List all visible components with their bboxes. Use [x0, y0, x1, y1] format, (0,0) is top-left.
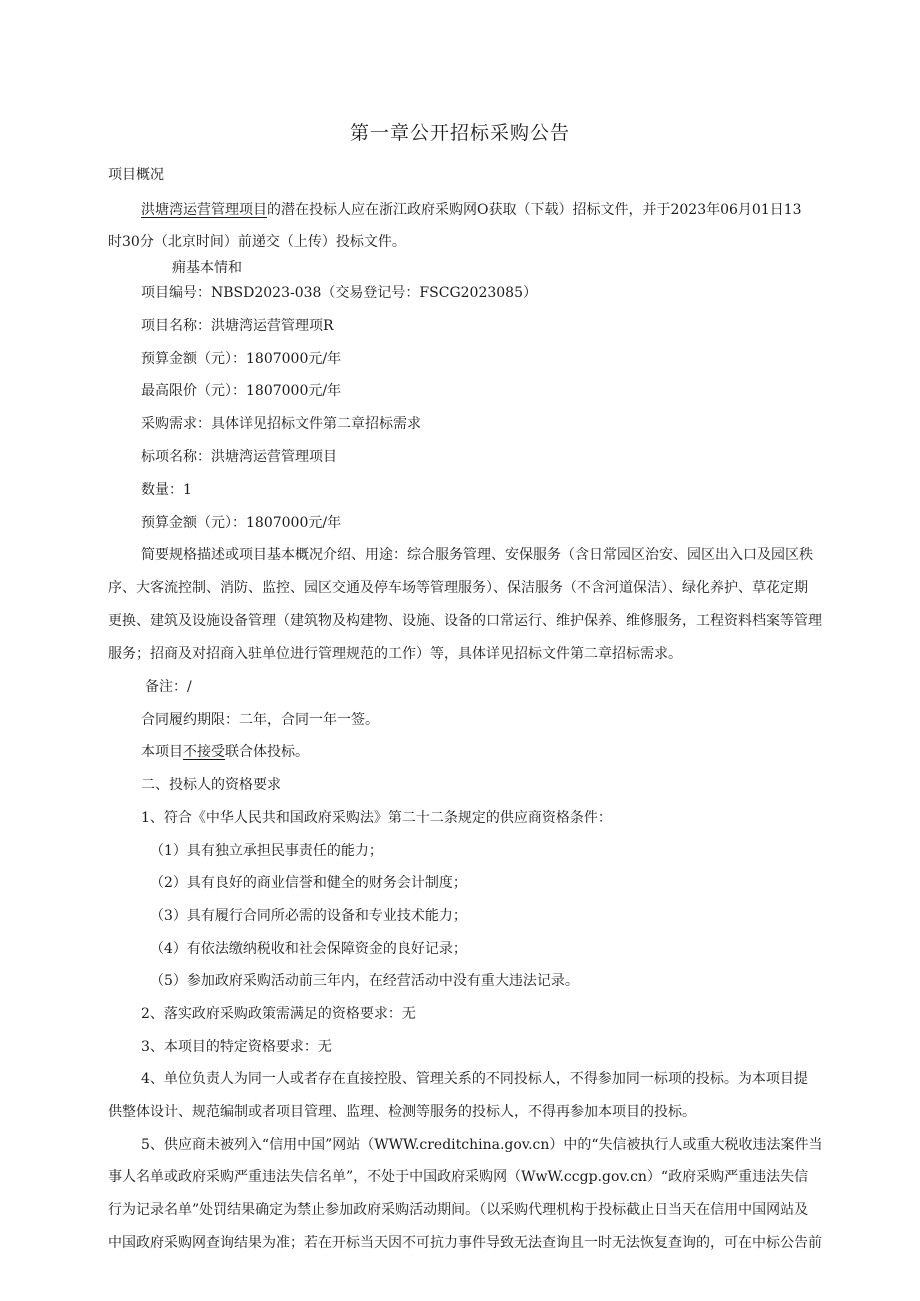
spec-line-2: 序、大客流控制、消防、监控、园区交通及停车场等管理服务）、保洁服务（不含河道保洁）、绿化养护、草花定期 — [108, 580, 808, 596]
requirement-4-line-2: 供整体设计、规范编制或者项目管理、监理、检测等服务的投标人，不得再参加本项目的投标。 — [108, 1104, 696, 1120]
spec-line-1: 简要规格描述或项目基本概况介绍、用途：综合服务管理、安保服务（含日常园区治安、园区出入口及园区秩 — [141, 547, 813, 563]
consortium-suffix: 联合体投标。 — [225, 744, 309, 760]
procurement-demand: 采购需求：具体详见招标文件第二章招标需求 — [141, 416, 421, 432]
requirement-4-line-1: 4、单位负责人为同一人或者存在直接控股、管理关系的不同投标人，不得参加同一标项的投标。为本项目提 — [141, 1071, 808, 1087]
project-name: 项目名称：洪塘湾运营管理项R — [141, 318, 334, 334]
consortium-emphasis: 不接受 — [183, 744, 225, 760]
requirement-1-item: （4）有依法缴纳税收和社会保障资金的良好记录； — [150, 941, 467, 957]
budget-amount: 预算金额（元）：1807000元/年 — [141, 351, 342, 367]
consortium-prefix: 本项目 — [141, 744, 183, 760]
page-title: 第一章公开招标采购公告 — [349, 122, 570, 144]
requirement-1-item: （1）具有独立承担民事责任的能力； — [150, 843, 383, 859]
requirement-1-item: （2）具有良好的商业信誉和健全的财务会计制度； — [150, 875, 467, 891]
requirement-2: 2、落实政府采购政策需满足的资格要求：无 — [141, 1006, 416, 1022]
requirement-3: 3、本项目的特定资格要求：无 — [141, 1039, 332, 1055]
section-2-heading: 二、投标人的资格要求 — [141, 777, 281, 793]
requirement-1: 1、符合《中华人民共和国政府采购法》第二十二条规定的供应商资格条件： — [141, 810, 612, 826]
overview-heading: 项目概况 — [108, 167, 164, 183]
remark: 备注：/ — [145, 679, 192, 695]
intro-line-1 — [141, 201, 802, 219]
requirement-5-line-2: 事人名单或政府采购严重违法失信名单”，不处于中国政府采购网（WwW.ccgp.gov.cn）“政府采购严重违法失信 — [108, 1169, 809, 1185]
requirement-5-line-1: 5、供应商未被列入“信用中国”网站（WWW.creditchina.gov.cn）中的“失信被执行人或重大税收违法案件当 — [141, 1137, 823, 1153]
intro-line-1-text: 的潜在投标人应在浙江政府采购网O获取（下载）招标文件，并于2023年06月01日13 — [267, 202, 802, 218]
spec-line-3: 更换、建筑及设施设备管理（建筑物及构建物、设施、设备的口常运行、维护保养、维修服务，工程资料档案等管理 — [108, 613, 822, 629]
basic-info-heading: 痈基本情和 — [172, 260, 242, 276]
requirement-1-item: （3）具有履行合同所必需的设备和专业技术能力； — [150, 908, 467, 924]
budget-amount-lot: 预算金额（元）：1807000元/年 — [141, 515, 342, 531]
project-name-underlined: 洪塘湾运营管理项目 — [141, 202, 267, 218]
intro-line-2: 时30分（北京时间）前递交（上传）投标文件。 — [108, 234, 406, 250]
requirement-5-line-4: 中国政府采购网查询结果为准；若在开标当天因不可抗力事件导致无法查询且一时无法恢复查询的，可在中标公告前 — [108, 1235, 822, 1251]
requirement-1-item: （5）参加政府采购活动前三年内，在经营活动中没有重大违法记录。 — [150, 973, 579, 989]
max-price: 最高限价（元）：1807000元/年 — [141, 383, 342, 399]
lot-name: 标项名称：洪塘湾运营管理项目 — [141, 449, 337, 465]
contract-period: 合同履约期限：二年，合同一年一签。 — [141, 712, 379, 728]
consortium-line — [141, 743, 309, 761]
project-number: 项目编号：NBSD2023-038（交易登记号：FSCG2023085） — [141, 285, 537, 301]
requirement-5-line-3: 行为记录名单”处罚结果确定为禁止参加政府采购活动期间。（以采购代理机构于投标截止日当天在信用中国网站及 — [108, 1202, 809, 1218]
quantity: 数量：1 — [141, 482, 192, 498]
spec-line-4: 服务；招商及对招商入驻单位进行管理规范的工作）等，具体详见招标文件第二章招标需求。 — [108, 646, 682, 662]
